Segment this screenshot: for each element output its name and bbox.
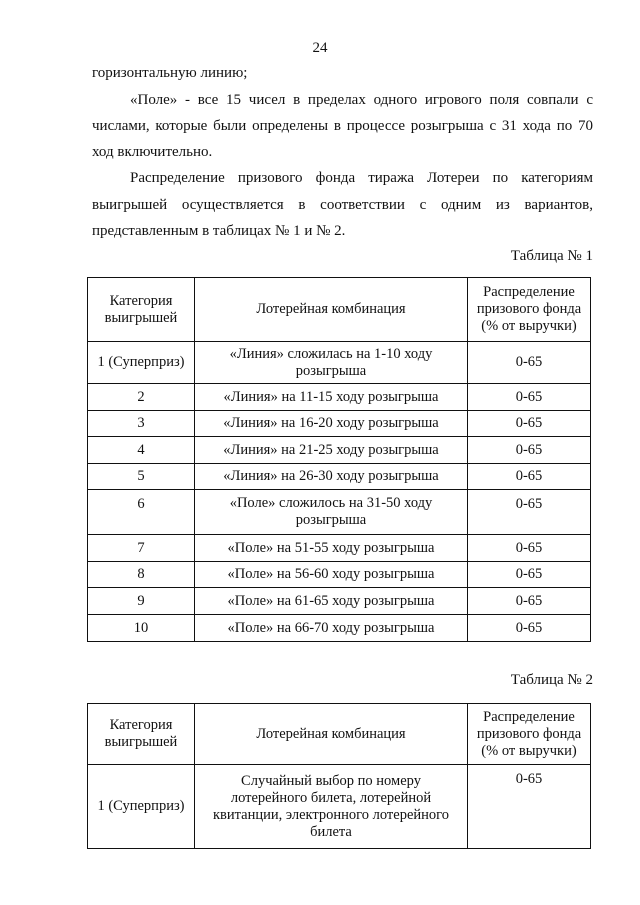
cell-distribution: 0-65 [468, 437, 591, 464]
table-row [88, 342, 591, 384]
paragraph-line: числами, которые были определены в процессе розыгрыша с 31 хода по 70 [92, 118, 593, 134]
cell-category: 9 [88, 588, 195, 615]
cell-category: 7 [88, 535, 195, 562]
cell-distribution: 0-65 [468, 464, 591, 490]
cell-combination: «Поле» на 61-65 ходу розыгрыша [195, 588, 468, 615]
table-row [88, 588, 591, 615]
header-category: Категория выигрышей [88, 704, 195, 765]
table1 [87, 277, 591, 642]
header-distribution: Распределение призового фонда (% от выручки) [468, 278, 591, 342]
cell-combination: «Поле» на 56-60 ходу розыгрыша [195, 562, 468, 588]
cell-distribution: 0-65 [468, 615, 591, 642]
cell-combination: «Поле» сложилось на 31-50 ходу розыгрыша [195, 490, 468, 535]
table-row [88, 464, 591, 490]
table-row [88, 615, 591, 642]
cell-distribution: 0-65 [468, 535, 591, 562]
cell-category: 8 [88, 562, 195, 588]
table-row [88, 562, 591, 588]
cell-distribution: 0-65 [468, 342, 591, 384]
table-row [88, 411, 591, 437]
paragraph-line: ход включительно. [92, 144, 213, 160]
page-number: 24 [312, 40, 328, 56]
cell-category: 4 [88, 437, 195, 464]
header-category: Категория выигрышей [88, 278, 195, 342]
paragraph-line: выигрышей осуществляется в соответствии с одним из вариантов, [92, 197, 593, 213]
cell-combination: «Поле» на 51-55 ходу розыгрыша [195, 535, 468, 562]
header-combination: Лотерейная комбинация [195, 704, 468, 765]
table-row [88, 437, 591, 464]
paragraph-line: «Поле» - все 15 чисел в пределах одного игрового поля совпали с [130, 92, 593, 108]
cell-combination: «Линия» на 21-25 ходу розыгрыша [195, 437, 468, 464]
header-distribution: Распределение призового фонда (% от выручки) [468, 704, 591, 765]
cell-category: 3 [88, 411, 195, 437]
table-row [88, 490, 591, 535]
cell-combination: «Линия» на 11-15 ходу розыгрыша [195, 384, 468, 411]
paragraph-line: горизонтальную линию; [92, 65, 248, 81]
cell-distribution: 0-65 [468, 384, 591, 411]
cell-combination: «Поле» на 66-70 ходу розыгрыша [195, 615, 468, 642]
cell-category: 2 [88, 384, 195, 411]
table2 [87, 703, 591, 849]
cell-category: 5 [88, 464, 195, 490]
cell-category: 1 (Суперприз) [88, 342, 195, 384]
table-row [88, 765, 591, 849]
cell-distribution: 0-65 [468, 765, 591, 849]
cell-combination: «Линия» на 16-20 ходу розыгрыша [195, 411, 468, 437]
cell-combination: «Линия» на 26-30 ходу розыгрыша [195, 464, 468, 490]
table-header-row [88, 704, 591, 765]
cell-combination: «Линия» сложилась на 1-10 ходу розыгрыша [195, 342, 468, 384]
table-row [88, 535, 591, 562]
cell-category: 10 [88, 615, 195, 642]
cell-distribution: 0-65 [468, 490, 591, 535]
cell-category: 1 (Суперприз) [88, 765, 195, 849]
table-header-row [88, 278, 591, 342]
cell-distribution: 0-65 [468, 562, 591, 588]
cell-combination: Случайный выбор по номеру лотерейного билета, лотерейной квитанции, электронного лотерейного билета [195, 765, 468, 849]
table-row [88, 384, 591, 411]
cell-distribution: 0-65 [468, 411, 591, 437]
table1-caption: Таблица № 1 [510, 248, 593, 264]
table2-caption: Таблица № 2 [510, 672, 593, 688]
cell-distribution: 0-65 [468, 588, 591, 615]
paragraph-line: представленным в таблицах № 1 и № 2. [92, 223, 346, 239]
header-combination: Лотерейная комбинация [195, 278, 468, 342]
cell-category: 6 [88, 490, 195, 535]
paragraph-line: Распределение призового фонда тиража Лотереи по категориям [130, 170, 593, 186]
